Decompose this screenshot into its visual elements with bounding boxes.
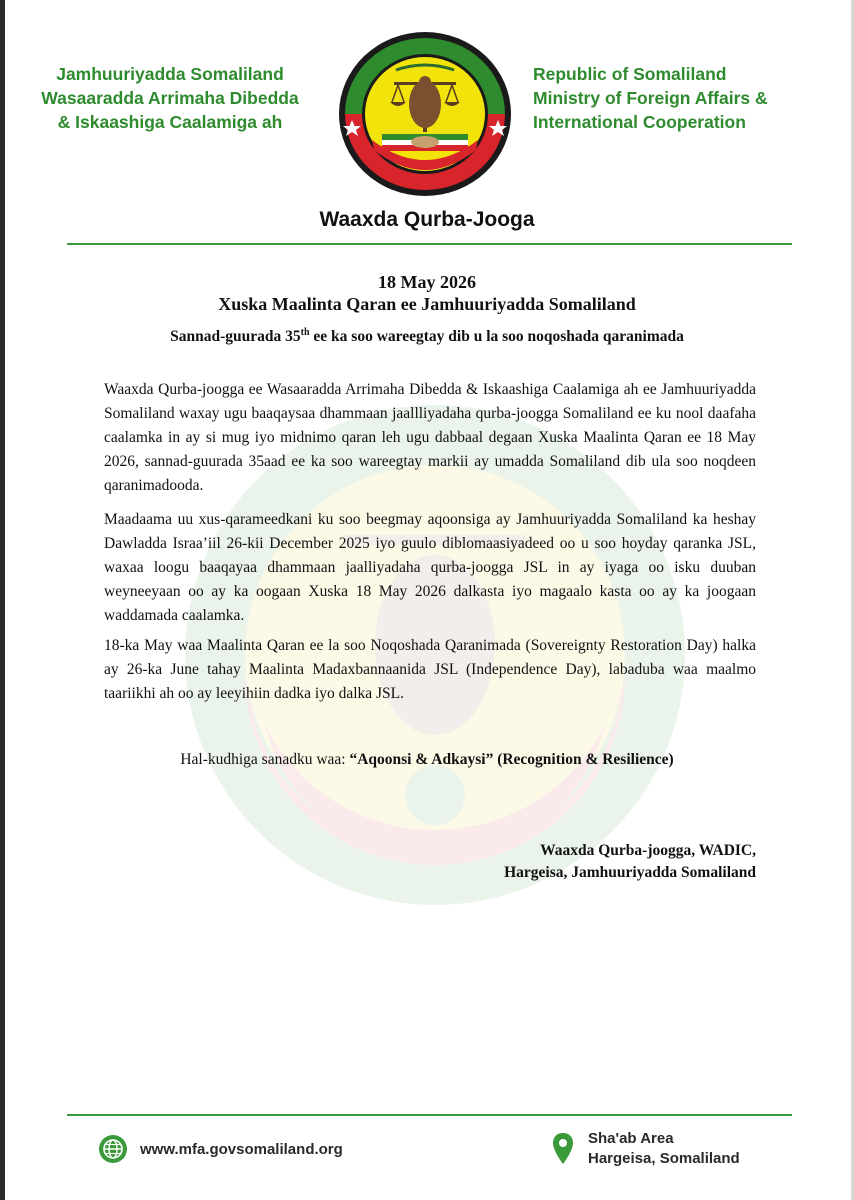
footer-website[interactable] bbox=[98, 1132, 343, 1166]
ministry-seal-logo bbox=[336, 30, 514, 198]
address-lines bbox=[588, 1129, 740, 1169]
website-text: www.mfa.govsomaliland.org bbox=[140, 1140, 343, 1158]
header-right-line: International Cooperation bbox=[533, 112, 746, 132]
header-right-line: Ministry of Foreign Affairs & bbox=[533, 88, 768, 108]
statement-date: 18 May 2026 bbox=[378, 272, 476, 292]
header-left-line: Wasaaradda Arrimaha Dibedda bbox=[41, 88, 299, 108]
header-left-line: & Iskaashiga Caalamiga ah bbox=[57, 112, 283, 132]
signature-line-2: Hargeisa, Jamhuuriyadda Somaliland bbox=[504, 864, 756, 881]
scan-edge-left bbox=[0, 0, 5, 1200]
signature-block bbox=[420, 840, 756, 884]
header-somali-name bbox=[10, 62, 330, 134]
header-english-name bbox=[533, 62, 833, 134]
body-paragraph-3: 18-ka May waa Maalinta Qaran ee la soo Noqoshada Qaranimada (Sovereignty Restoration Day) halka ay 26-ka June tahay Maalinta Madaxbannaanida JSL (Independence Day), labaduba waa maalmo taariikhi ah oo ay leeyihiin dadka iyo dalka JSL. bbox=[104, 637, 756, 702]
body-paragraph-2: Maadaama uu xus-qarameedkani ku soo beegmay aqoonsiga ay Jamhuuriyadda Somaliland ka heshay Dawladda Israa’iil 26-kii December 2025 iyo guulo diblomaasiyadeed oo u soo hoyday qaranka JSL, waxaa loogu baaqayaa dhammaan jaalliyadaha qurba-joogga JSL in ay iyaga oo isku duuban weyneeyaan oo ay ka oogaan Xuska 18 May 2026 dalkasta iyo magaalo kasta oo ay ka joogaan waddamada caalamka. bbox=[104, 511, 756, 624]
statement-title: Xuska Maalinta Qaran ee Jamhuuriyadda Somaliland bbox=[218, 294, 636, 314]
header-left-line: Jamhuuriyadda Somaliland bbox=[56, 64, 284, 84]
globe-icon bbox=[98, 1134, 128, 1164]
statement-subtitle bbox=[0, 327, 854, 346]
department-title: Waaxda Qurba-Jooga bbox=[319, 208, 535, 231]
signature-line-1: Waaxda Qurba-joogga, WADIC, bbox=[540, 842, 756, 859]
subtitle-pre: Sannad-guurada 35 bbox=[170, 328, 301, 346]
subtitle-post: ee ka soo wareegtay dib u la soo noqoshada qaranimada bbox=[309, 328, 684, 346]
body-paragraph-1: Waaxda Qurba-joogga ee Wasaaradda Arrimaha Dibedda & Iskaashiga Caalamiga ah ee Jamhuuriyadda Somaliland waxay ugu baaqaysaa dhammaan jaallliyadaha qurba-joogga Somaliland ee ku nool daafaha caalamka in ay si mug iyo midnimo qaran leh ugu dabbaal degaan Xuska Maalinta Qaran ee 18 May 2026, sannad-guurada 35aad ee ka soo wareegtay markii ay umadda Somaliland dib ula soo noqdeen qaranimadooda. bbox=[104, 381, 756, 494]
theme-quote: “Aqoonsi & Adkaysi” (Recognition & Resilience) bbox=[349, 751, 674, 768]
address-line-1: Sha'ab Area bbox=[588, 1130, 674, 1147]
header-right-line: Republic of Somaliland bbox=[533, 64, 727, 84]
header-divider bbox=[67, 243, 792, 245]
subtitle-superscript: th bbox=[300, 327, 310, 338]
theme-line bbox=[0, 751, 854, 769]
footer-address bbox=[552, 1129, 740, 1169]
theme-prefix: Hal-kudhiga sanadku waa: bbox=[180, 751, 350, 768]
address-line-2: Hargeisa, Somaliland bbox=[588, 1150, 740, 1167]
footer-divider bbox=[67, 1114, 792, 1116]
location-pin-icon bbox=[552, 1132, 574, 1166]
